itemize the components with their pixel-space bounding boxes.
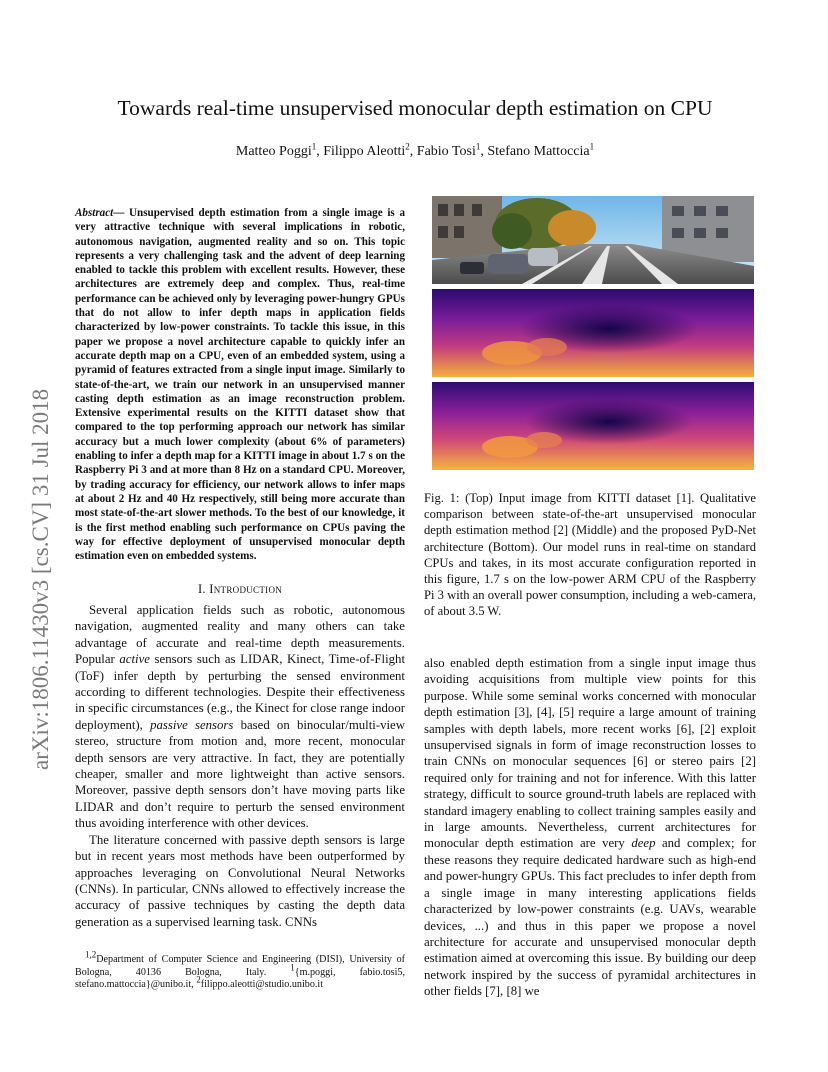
section-heading [75,582,405,597]
section-title: Introduction [209,582,283,596]
arxiv-stamp [14,300,62,780]
depth-map-state-of-the-art [432,289,754,377]
section-number: I. [197,582,210,596]
footnote-text: Department of Computer Science and Engineering (DISI), University of Bologna, 40136 Bologna, Italy. [75,954,405,978]
abstract [75,206,405,563]
footnote-mark: 1,2 [85,949,97,960]
author-affiliation-mark: 1 [475,141,481,152]
author-separator: , [480,144,488,159]
author-affiliation-mark: 1 [311,141,317,152]
text-run: and complex; for these reasons they require dedicated hardware such as high-end and power-hungry GPUs. This fact precludes to infer depth from a single image in many interesting applications fields characterized by low-power constraints (e.g. UAVs, wearable devices, ...) and thus in this paper we propose a novel architecture for accurate and unsupervised monocular depth estimation aimed at overcoming this issue. By building our deep network inspired by the success of pyramidal architectures in other fields [7], [8] we [424,836,756,999]
author-name: Filippo Aleotti [323,144,406,159]
author-separator: , [409,144,417,159]
author-affiliation-mark: 1 [589,141,595,152]
author-affiliation-mark: 2 [405,141,410,152]
abstract-label: Abstract [75,207,114,219]
paper-title: Towards real-time unsupervised monocular depth estimation on CPU [117,96,713,120]
abstract-text: — Unsupervised depth estimation from a single image is a very attractive technique with several implications in robotic, autonomous navigation, augmented reality and so on. This topic represents a very challenging task and the advent of deep learning enabled to tackle this problem with excellent results. However, these architectures are extremely deep and complex. Thus, real-time performance can be achieved only by leveraging power-hungry GPUs that do not allow to infer depth maps in application fields characterized by low-power constraints. To tackle this issue, in this paper we propose a novel architecture capable to quickly infer an accurate depth map on a CPU, even of an embedded system, using a pyramid of features extracted from a single input image. Similarly to state-of-the-art, we train our network in an unsupervised manner casting depth estimation as an image reconstruction problem. Extensive experimental results on the KITTI dataset show that compared to the top performing approach our network has similar accuracy but a much lower complexity (about 6% of parameters) enabling to infer a depth map for a KITTI image in about 1.7 s on the Raspberry Pi 3 and at more than 8 Hz on a standard CPU. Moreover, by trading accuracy for efficiency, our network allows to infer maps at about 2 Hz and 40 Hz respectively, still being more accurate than most state-of-the-art slower methods. To the best of our knowledge, it is the first method enabling such performance on CPUs paving the way for effective deployment of unsupervised monocular depth estimation even on embedded systems. [75,207,405,563]
kitti-input-image [432,196,754,284]
intro-paragraph: The literature concerned with passive depth sensors is large but in recent years most methods have been outperformed by approaches leveraging on Convolutional Neural Networks (CNNs). In particular, CNNs allowed to effectively increase the accuracy of passive techniques by casting the depth data generation as a supervised learning task. CNNs [75,832,405,929]
text-run: also enabled depth estimation from a single input image thus avoiding acquisitions from multiple view points for this purpose. While some seminal works concerned with monocular depth estimation [3], [4], [5] require a large amount of training samples with depth labels, more recent works [6], [2] exploit unsupervised signals in form of image reconstruction losses to train CNNs on monocular sequences [6] or stereo pairs [2] required only for training and not for inference. With this latter strategy, difficult to source ground-truth labels are replaced with standard imagery enabling to collect training samples easily and in large amounts. Nevertheless, current architectures for monocular depth estimation are very [424,656,756,851]
body-paragraph [424,655,756,1000]
introduction-body [75,602,405,930]
footnote-mark: 2 [196,974,201,985]
right-column-body [424,655,756,1000]
text-run: sensors such as LIDAR, Kinect, Time-of-Flight (ToF) infer depth by perturbing the sensed environment according to different technologies. Despite their effectiveness in specific circumstances (e.g., the Kinect for close range indoor deployment), [75,652,405,732]
figure-caption: Fig. 1: (Top) Input image from KITTI dataset [1]. Qualitative comparison between state-of-the-art unsupervised monocular depth estimation method [2] (Middle) and the proposed PyD-Net architecture (Bottom). Our model runs in real-time on standard CPUs and takes, in its most accurate configuration reported in this figure, 1.7 s on the low-power ARM CPU of the Raspberry Pi 3 with an overall power consumption, including a web-camera, of about 3.5 W. [424,491,756,619]
depth-map-pydnet [432,382,754,470]
text-run: based on binocular/multi-view stereo, structure from motion and, more recent, monocular depth sensors are very attractive. In fact, they are potentially cheaper, smaller and more lightweight than active sensors. Moreover, passive depth sensors don’t have moving parts like LIDAR and don’t require to perturb the sensed environment thus avoiding interference with other devices. [75,717,405,831]
arxiv-stamp-text: arXiv:1806.11430v3 [cs.CV] 31 Jul 2018 [28,388,53,770]
affiliation-footnote [75,949,405,992]
emphasis-passive-sensors: passive sensors [150,717,234,732]
author-name: Fabio Tosi [416,144,476,159]
footnote-text: {m.poggi, fabio.tosi5, stefano.mattoccia}@unibo.it, [75,966,405,991]
author-separator: , [316,144,324,159]
author-name: Matteo Poggi [235,144,312,159]
figure-1 [432,196,754,475]
text-run: Several application fields such as robotic, autonomous navigation, augmented reality and many others can take advantage of accurate and real-time depth measurements. Popular [75,603,405,667]
emphasis-active: active [119,652,150,667]
emphasis-deep: deep [631,836,656,851]
footnote-text: filippo.aleotti@studio.unibo.it [200,979,324,991]
footnote-mark: 1 [290,962,295,973]
author-name: Stefano Mattoccia [487,144,590,159]
intro-paragraph [75,602,405,832]
author-list [60,141,770,160]
